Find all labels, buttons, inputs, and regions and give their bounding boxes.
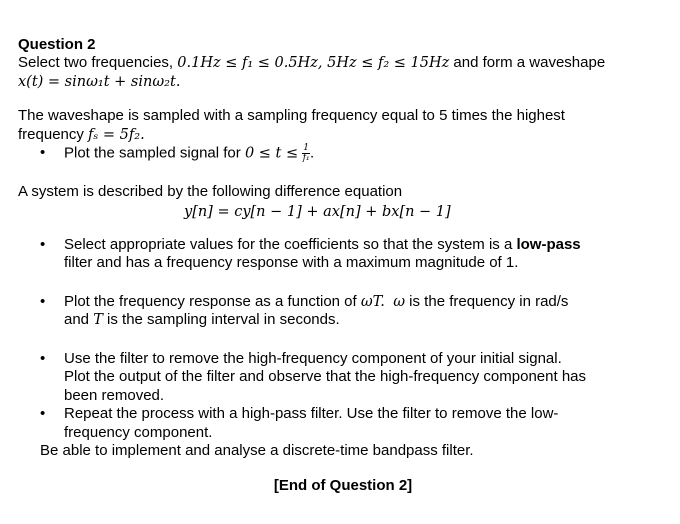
waveshape-line xyxy=(18,73,668,92)
plot-bullet-end: . xyxy=(310,144,315,162)
intro-prefix: Select two frequencies, xyxy=(18,54,178,71)
remove-highfreq-bullet xyxy=(18,350,668,406)
freq-resp-text: Plot the frequency response as a function of xyxy=(64,292,361,310)
t-math: T xyxy=(93,312,103,328)
lowpass-text: Select appropriate values for the coefficients so that the system is a xyxy=(64,235,517,253)
closing-statement: Be able to implement and analyse a discrete-time bandpass filter. xyxy=(40,442,474,459)
sampling-math: fₛ = 5f₂. xyxy=(88,126,145,143)
question-document xyxy=(18,36,668,495)
sampling-prefix: frequency xyxy=(18,125,89,143)
omega-math: ω xyxy=(393,293,406,310)
freq-resp-text-3: is the sampling interval in seconds. xyxy=(102,311,340,328)
fraction-numerator: 1 xyxy=(303,143,310,153)
intro-suffix: and form a waveshape xyxy=(449,54,606,71)
frequency-range-math: 0.1Hz ≤ f₁ ≤ 0.5Hz, 5Hz ≤ f₂ ≤ 15Hz xyxy=(177,55,450,71)
remove-hf-line-2: Plot the output of the filter and observe that the high-frequency component has xyxy=(64,368,587,385)
omega-t-math: ωT. xyxy=(360,293,385,310)
plot-bullet-text: Plot the sampled signal for xyxy=(64,144,245,162)
highpass-bullet xyxy=(18,405,668,442)
freq-resp-and: and xyxy=(64,311,94,328)
highpass-line-1: Repeat the process with a high-pass filter. Use the filter to remove the low- xyxy=(64,405,559,422)
remove-hf-line-1: Use the filter to remove the high-frequency component of your initial signal. xyxy=(64,349,562,367)
difference-equation xyxy=(18,202,668,222)
question-title: Question 2 xyxy=(18,36,96,53)
sampling-line-2 xyxy=(18,126,668,145)
lowpass-text-2: filter and has a frequency response with a maximum magnitude of 1. xyxy=(64,254,519,271)
waveshape-math: x(t) = sinω₁t + sinω₂t. xyxy=(18,73,181,90)
intro-line xyxy=(18,54,668,73)
end-of-question: [End of Question 2] xyxy=(273,476,413,494)
fraction-denominator: f₁ xyxy=(302,153,310,163)
plot-sampled-bullet xyxy=(18,144,668,163)
sampling-line-1: The waveshape is sampled with a sampling frequency equal to 5 times the highest xyxy=(18,107,565,124)
freq-resp-text-2: is the frequency in rad/s xyxy=(405,292,569,310)
lowpass-bold: low-pass xyxy=(516,235,581,253)
difference-equation-math: y[n] = cy[n − 1] + ax[n] + bx[n − 1] xyxy=(184,203,451,220)
remove-hf-line-3: been removed. xyxy=(64,386,165,404)
time-limit-fraction xyxy=(302,144,310,163)
frequency-response-bullet xyxy=(18,293,668,330)
highpass-line-2: frequency component. xyxy=(64,423,213,441)
system-description: A system is described by the following difference equation xyxy=(18,183,403,200)
lowpass-bullet xyxy=(18,236,668,273)
plot-bullet-math: 0 ≤ t ≤ xyxy=(244,145,299,162)
